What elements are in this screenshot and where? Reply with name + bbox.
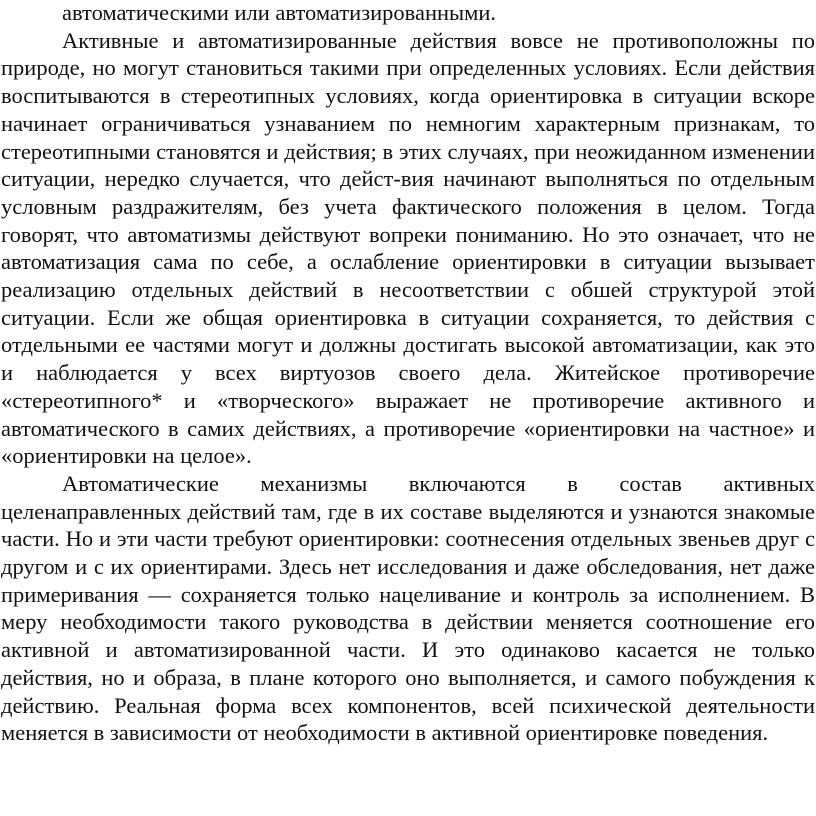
paragraph-fragment: автоматическими или автоматизированными. <box>62 0 497 25</box>
paragraph-automatic-mechanisms: Автоматические механизмы включаются в состав активных целенаправленных действий там, где в их составе выделяются и узнаются знакомые части. Но и эти части требуют ориентировки: соотнесения отдельных звеньев друг с другом и с их ориентирами. Здесь нет исследования и даже обследования, нет даже примеривания — сохраняется только нацеливание и контроль за исполнением. В меру необходимости такого руководства в действии меняется соотношение его активной и автоматизированной части. И это одинаково касается не только действия, но и образа, в плане которого оно выполняется, и самого побуждения к действию. Реальная форма всех компонентов, всей психической деятельности меняется в зависимости от необходимости в активной ориентировке поведения. <box>1 470 815 746</box>
paragraph-active-automated: Активные и автоматизированные действия вовсе не противоположны по природе, но могут становиться такими при определенных условиях. Если действия воспитываются в стереотипных условиях, когда ориентировка в ситуации вскоре начинает ограничиваться узнаванием по немногим характерным признакам, то стереотипными становятся и действия; в этих случаях, при неожиданном изменении ситуации, нередко случается, что дейст-вия начинают выполняться по отдельным условным раздражителям, без учета фактического положения в целом. Тогда говорят, что автоматизмы действуют вопреки пониманию. Но это означает, что не автоматизация сама по себе, а ослабление ориентировки в ситуации вызывает реализацию отдельных действий в несоответствии с обшей структурой этой ситуации. Если же общая ориентировка в ситуации сохраняется, то действия с отдельными ее частями могут и должны достигать высокой автоматизации, как это и наблюдается у всех виртуозов своего дела. Житейское противоречие «стереотипного* и «творческого» выражает не противоречие активного и автоматического в самих действиях, а противоречие «ориентировки на частное» и «ориентировки на целое». <box>1 27 815 469</box>
